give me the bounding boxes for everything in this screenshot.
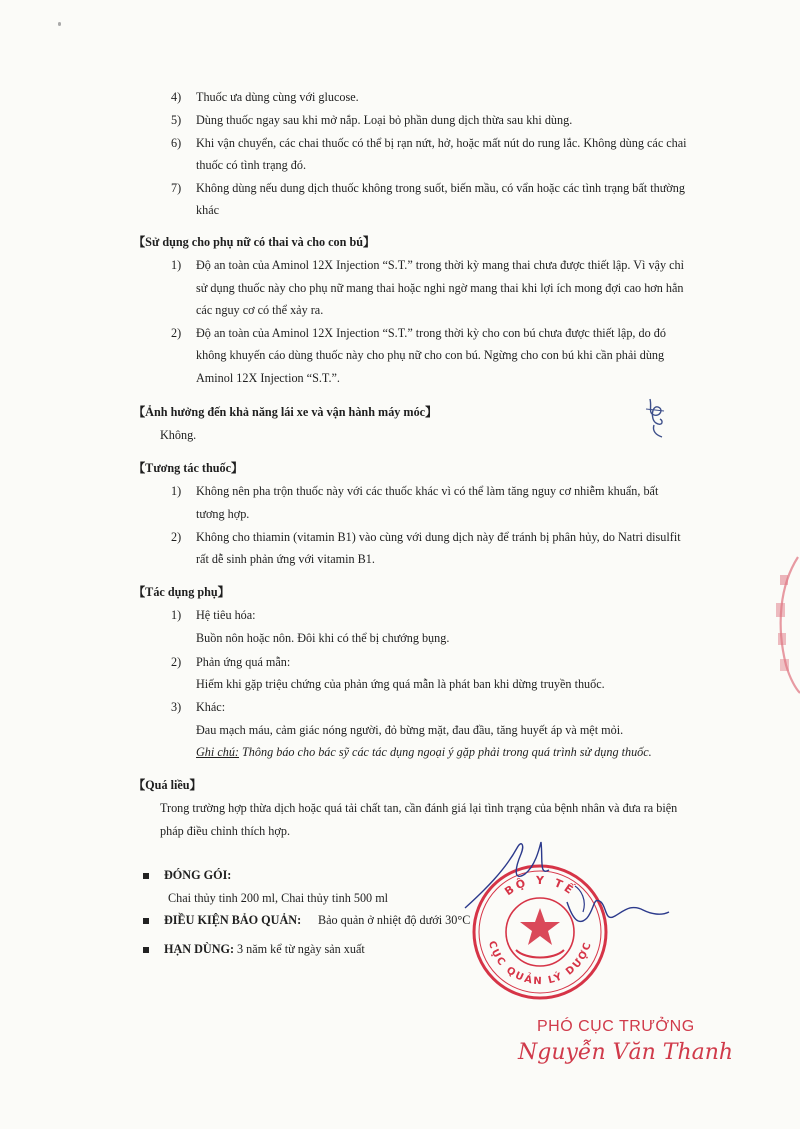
list-item-text: Không nên pha trộn thuốc này với các thuốc khác vì có thể làm tăng nguy cơ nhiễm khuẩn, bất <box>196 484 659 498</box>
side-effects-note <box>196 745 652 760</box>
scan-speck <box>58 22 61 26</box>
signatory-name: Nguyễn Văn Thanh <box>518 1040 734 1065</box>
list-item-title: Hệ tiêu hóa: <box>196 608 256 622</box>
signatory-title: PHÓ CỤC TRƯỞNG <box>537 1018 695 1035</box>
section-heading: 【Tác dụng phụ】 <box>133 585 230 599</box>
list-item-text: rất dễ sinh phản ứng với vitamin B1. <box>196 552 375 566</box>
note-text: Thông báo cho bác sỹ các tác dụng ngoại ý gặp phải trong quá trình sử dụng thuốc. <box>238 745 652 759</box>
seal-bottom-text: CỤC QUẢN LÝ DƯỢC <box>485 939 595 988</box>
list-number: 1) <box>171 484 182 498</box>
list-item-text: Độ an toàn của Aminol 12X Injection “S.T.” trong thời kỳ mang thai chưa được thiết lập. Vì vậy chỉ <box>196 258 684 272</box>
list-number: 3) <box>171 700 182 714</box>
edge-seal-fragment <box>766 555 800 695</box>
bullet-square <box>143 947 149 953</box>
list-item-text: Dùng thuốc ngay sau khi mở nắp. Loại bỏ phần dung dịch thừa sau khi dùng. <box>196 113 573 127</box>
section-heading: 【Tương tác thuốc】 <box>133 461 244 475</box>
list-item-text: các nguy cơ có thể xảy ra. <box>196 303 324 317</box>
note-label: Ghi chú: <box>196 745 239 759</box>
list-item-text: sử dụng thuốc này cho phụ nữ mang thai hoặc nghi ngờ mang thai khi lợi ích mong đợi cao hơn hẳn <box>196 281 684 295</box>
list-item-detail: Hiếm khi gặp triệu chứng của phản ứng quá mẫn là phát ban khi dừng truyền thuốc. <box>196 677 605 691</box>
packaging-label: ĐÓNG GÓI: <box>164 868 232 882</box>
list-number: 6) <box>171 136 182 150</box>
list-item-detail: Đau mạch máu, cảm giác nóng người, đỏ bừng mặt, đau đầu, tăng huyết áp và mệt mỏi. <box>196 723 624 737</box>
storage-text: Bảo quản ở nhiệt độ dưới 30°C <box>318 913 471 927</box>
handwritten-signature <box>455 830 675 940</box>
storage-label: ĐIỀU KIỆN BẢO QUẢN: <box>164 913 302 927</box>
bullet-square <box>143 873 149 879</box>
list-item-text: Khi vận chuyển, các chai thuốc có thể bị rạn nứt, hở, hoặc mất nút do rung lắc. Không dùng các chai <box>196 136 687 150</box>
bullet-square <box>143 918 149 924</box>
section-text: Không. <box>160 428 197 442</box>
list-item-text: thuốc có tình trạng đó. <box>196 158 307 172</box>
list-item-text: Không dùng nếu dung dịch thuốc không trong suốt, biến mầu, có vẩn hoặc các tình trạng bất thường <box>196 181 685 195</box>
list-number: 4) <box>171 90 182 104</box>
packaging-text: Chai thủy tinh 200 ml, Chai thủy tinh 500 ml <box>168 891 389 905</box>
list-number: 5) <box>171 113 182 127</box>
section-text: pháp điều chỉnh thích hợp. <box>160 824 290 838</box>
list-item-text: Không cho thiamin (vitamin B1) vào cùng với dung dịch này để tránh bị phân hủy, do Natri disulfit <box>196 530 681 544</box>
section-text: Trong trường hợp thừa dịch hoặc quá tải chất tan, cần đánh giá lại tình trạng của bệnh nhân và đưa ra biện <box>160 801 678 815</box>
list-item-text: Độ an toàn của Aminol 12X Injection “S.T.” trong thời kỳ cho con bú chưa được thiết lập, do đó <box>196 326 666 340</box>
list-item-detail: Buồn nôn hoặc nôn. Đôi khi có thể bị chướng bụng. <box>196 631 450 645</box>
list-item-text: Aminol 12X Injection “S.T.”. <box>196 371 340 385</box>
list-number: 1) <box>171 608 182 622</box>
list-item-title: Khác: <box>196 700 226 714</box>
list-item-text: tương hợp. <box>196 507 250 521</box>
list-number: 2) <box>171 326 182 340</box>
expiry-text: 3 năm kể từ ngày sản xuất <box>237 942 365 956</box>
initials-mark <box>642 395 672 441</box>
list-item-title: Phản ứng quá mẫn: <box>196 655 291 669</box>
list-number: 7) <box>171 181 182 195</box>
list-number: 2) <box>171 655 182 669</box>
list-number: 2) <box>171 530 182 544</box>
seal-top-text: BỘ Y TẾ <box>502 873 578 899</box>
list-item-text: khác <box>196 203 220 217</box>
list-number: 1) <box>171 258 182 272</box>
section-heading: 【Ảnh hưởng đến khả năng lái xe và vận hành máy móc】 <box>133 405 438 419</box>
section-heading: 【Quá liều】 <box>133 778 202 792</box>
list-item-text: Thuốc ưa dùng cùng với glucose. <box>196 90 359 104</box>
list-item-text: không khuyến cáo dùng thuốc này cho phụ nữ cho con bú. Ngừng cho con bú khi cần phải dùng <box>196 348 665 362</box>
section-heading: 【Sử dụng cho phụ nữ có thai và cho con bú】 <box>133 235 376 249</box>
expiry-label: HẠN DÙNG: <box>164 942 235 956</box>
